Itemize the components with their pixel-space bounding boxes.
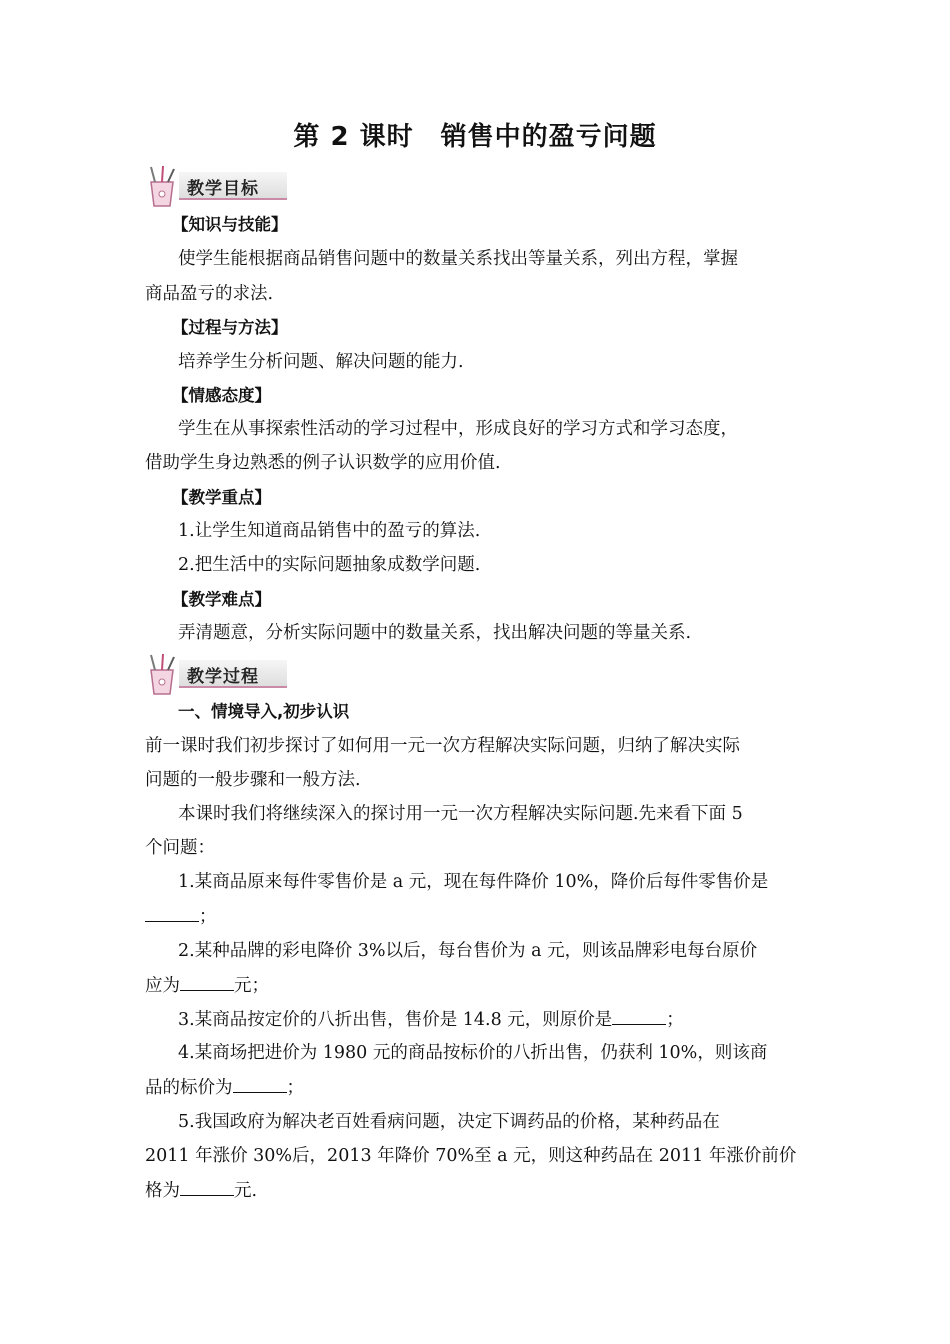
difficulty-heading: 【教学难点】 xyxy=(172,590,271,609)
section-1-heading: 一、情境导入,初步认识 xyxy=(178,702,350,721)
pencil-cup-icon xyxy=(143,652,191,696)
process-method-heading: 【过程与方法】 xyxy=(172,318,288,337)
answer-blank[interactable] xyxy=(612,1006,666,1025)
intro2-text-1: 本课时我们将继续深入的探讨用一元一次方程解决实际问题.先来看下面 5 xyxy=(178,804,743,824)
page-title: 第 2 课时 销售中的盈亏问题 xyxy=(293,122,657,152)
pencil-cup-icon xyxy=(143,164,191,208)
key-point-2: 2.把生活中的实际问题抽象成数学问题. xyxy=(178,555,481,575)
section-banner-process xyxy=(143,652,291,696)
question-5-answer: 格为 元. xyxy=(145,1177,257,1204)
intro-text-1: 前一课时我们初步探讨了如何用一元一次方程解决实际问题，归纳了解决实际 xyxy=(145,736,740,756)
intro-text-2: 问题的一般步骤和一般方法. xyxy=(145,770,361,790)
answer-blank[interactable] xyxy=(180,1177,234,1196)
question-4-answer: 品的标价为 ； xyxy=(145,1074,304,1101)
banner-label: 教学过程 xyxy=(187,667,259,687)
knowledge-text-2: 商品盈亏的求法. xyxy=(145,284,274,304)
question-2-answer: 应为 元； xyxy=(145,972,269,999)
emotion-text-2: 借助学生身边熟悉的例子认识数学的应用价值. xyxy=(145,453,501,473)
knowledge-heading: 【知识与技能】 xyxy=(172,215,288,234)
answer-blank[interactable] xyxy=(145,903,199,922)
knowledge-text-1: 使学生能根据商品销售问题中的数量关系找出等量关系，列出方程，掌握 xyxy=(178,249,738,269)
emotion-text-1: 学生在从事探索性活动的学习过程中，形成良好的学习方式和学习态度， xyxy=(178,419,738,439)
question-5-text-1: 5.我国政府为解决老百姓看病问题，决定下调药品的价格，某种药品在 xyxy=(178,1112,720,1132)
key-point-1: 1.让学生知道商品销售中的盈亏的算法. xyxy=(178,521,481,541)
emotion-heading: 【情感态度】 xyxy=(172,386,271,405)
process-method-text: 培养学生分析问题、解决问题的能力. xyxy=(178,352,464,372)
answer-blank[interactable] xyxy=(233,1074,287,1093)
banner-label: 教学目标 xyxy=(187,179,259,199)
question-1-text: 1.某商品原来每件零售价是 a 元，现在每件降价 10%，降价后每件零售价是 xyxy=(178,872,769,892)
question-2-text: 2.某种品牌的彩电降价 3%以后，每台售价为 a 元，则该品牌彩电每台原价 xyxy=(178,941,758,961)
question-5-text-2: 2011 年涨价 30%后，2013 年降价 70%至 a 元，则这种药品在 2011 年涨价前价 xyxy=(145,1146,797,1166)
answer-blank[interactable] xyxy=(180,972,234,991)
question-4-text: 4.某商场把进价为 1980 元的商品按标价的八折出售，仍获利 10%，则该商 xyxy=(178,1043,768,1063)
question-3-text: 3.某商品按定价的八折出售，售价是 14.8 元，则原价是 ； xyxy=(178,1006,684,1033)
question-1-answer: ； xyxy=(145,903,217,930)
intro2-text-2: 个问题： xyxy=(145,838,215,858)
difficulty-text: 弄清题意，分析实际问题中的数量关系，找出解决问题的等量关系. xyxy=(178,623,692,643)
section-banner-goals xyxy=(143,164,291,208)
key-points-heading: 【教学重点】 xyxy=(172,488,271,507)
